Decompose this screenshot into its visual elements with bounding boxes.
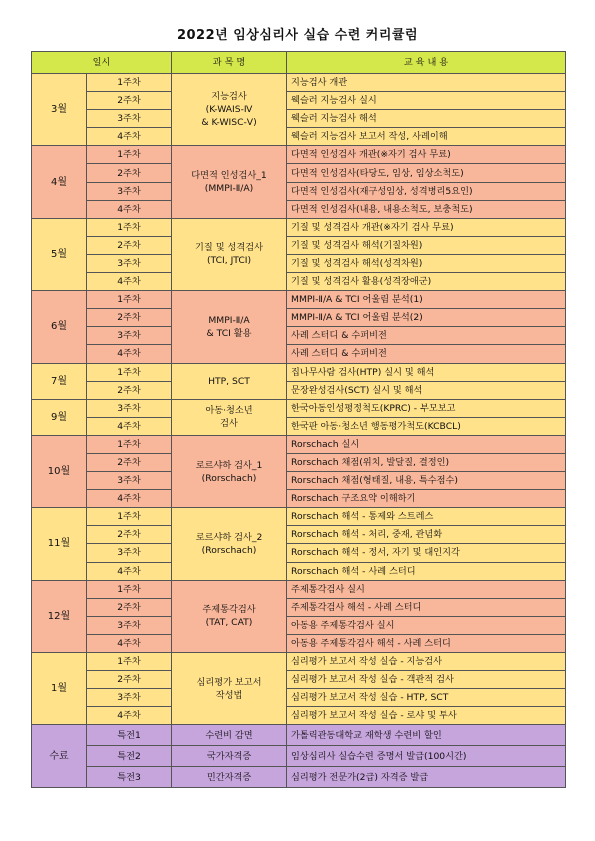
table-row [32, 526, 566, 544]
content-cell: Rorschach 실시 [287, 435, 566, 453]
week-cell: 1주차 [87, 653, 172, 671]
header-subject: 과 목 명 [172, 52, 287, 74]
content-cell: 심리평가 전문가(2급) 자격증 발급 [287, 767, 566, 788]
week-cell: 2주차 [87, 671, 172, 689]
table-row [32, 200, 566, 218]
header-content: 교 육 내 용 [287, 52, 566, 74]
subject-line: 주제통각검사 [202, 604, 256, 616]
benefit-cell: 특전2 [87, 746, 172, 767]
subject-cell [172, 508, 287, 580]
week-cell: 2주차 [87, 526, 172, 544]
benefit-cell: 특전1 [87, 725, 172, 746]
content-cell: 기질 및 성격검사 해석(기질차원) [287, 236, 566, 254]
month-cell: 3월 [32, 74, 87, 146]
subject-line: (MMPI-Ⅱ/A) [204, 183, 254, 195]
week-cell: 4주차 [87, 634, 172, 652]
week-cell: 4주차 [87, 417, 172, 435]
content-cell: 문장완성검사(SCT) 실시 및 해석 [287, 381, 566, 399]
week-cell: 3주차 [87, 327, 172, 345]
subject-cell [172, 363, 287, 399]
week-cell: 4주차 [87, 490, 172, 508]
table-row [32, 92, 566, 110]
subject-line: 지능검사 [211, 91, 247, 103]
month-cell: 4월 [32, 146, 87, 218]
table-row [32, 345, 566, 363]
content-cell: 지능검사 개관 [287, 74, 566, 92]
table-row [32, 490, 566, 508]
week-cell: 3주차 [87, 182, 172, 200]
week-cell: 1주차 [87, 435, 172, 453]
table-row [32, 309, 566, 327]
subject-cell [172, 580, 287, 652]
content-cell: 기질 및 성격검사 개관(※자기 검사 무료) [287, 218, 566, 236]
subject-cell: 국가자격증 [172, 746, 287, 767]
table-row [32, 653, 566, 671]
table-row [32, 218, 566, 236]
table-row [32, 725, 566, 746]
page-title: 2022년 임상심리사 실습 수련 커리큘럼 [176, 28, 419, 43]
content-cell: Rorschach 해석 - 처리, 중재, 관념화 [287, 526, 566, 544]
content-cell: MMPI-Ⅱ/A & TCI 어울림 분석(2) [287, 309, 566, 327]
curriculum-table [31, 51, 566, 788]
table-row [32, 146, 566, 164]
content-cell: Rorschach 채점(형태질, 내용, 특수점수) [287, 472, 566, 490]
table-row [32, 273, 566, 291]
week-cell: 3주차 [87, 616, 172, 634]
month-cell: 11월 [32, 508, 87, 580]
table-row [32, 598, 566, 616]
table-row [32, 128, 566, 146]
week-cell: 4주차 [87, 128, 172, 146]
content-cell: 다면적 인성검사(재구성임상, 성격병리5요인) [287, 182, 566, 200]
table-row [32, 164, 566, 182]
subject-cell: 수련비 감면 [172, 725, 287, 746]
content-cell: 주제통각검사 실시 [287, 580, 566, 598]
subject-cell: 민간자격증 [172, 767, 287, 788]
week-cell: 4주차 [87, 273, 172, 291]
content-cell: 임상심리사 실습수련 증명서 발급(100시간) [287, 746, 566, 767]
month-cell: 5월 [32, 218, 87, 290]
table-row [32, 453, 566, 471]
table-row [32, 544, 566, 562]
content-cell: 심리평가 보고서 작성 실습 - 지능검사 [287, 653, 566, 671]
table-row [32, 236, 566, 254]
content-cell: 한국아동인성평정척도(KPRC) - 부모보고 [287, 399, 566, 417]
table-header-row [32, 52, 566, 74]
content-cell: 다면적 인성검사(타당도, 임상, 임상소척도) [287, 164, 566, 182]
table-row [32, 291, 566, 309]
benefit-cell: 특전3 [87, 767, 172, 788]
month-cell: 7월 [32, 363, 87, 399]
subject-line: & K-WISC-Ⅴ) [201, 117, 257, 129]
content-cell: Rorschach 해석 - 정서, 자기 및 대인지각 [287, 544, 566, 562]
content-cell: Rorschach 해석 - 통제와 스트레스 [287, 508, 566, 526]
subject-line: 심리평가 보고서 [196, 676, 262, 688]
table-row [32, 399, 566, 417]
content-cell: 기질 및 성격검사 해석(성격차원) [287, 254, 566, 272]
subject-line: 작성법 [215, 689, 243, 701]
week-cell: 1주차 [87, 291, 172, 309]
subject-cell [172, 218, 287, 290]
month-cell: 1월 [32, 653, 87, 725]
subject-line: 아동·청소년 [205, 405, 253, 417]
week-cell: 3주차 [87, 544, 172, 562]
content-cell: 심리평가 보고서 작성 실습 - HTP, SCT [287, 689, 566, 707]
subject-line: MMPI-Ⅱ/A [208, 314, 250, 326]
table-row [32, 746, 566, 767]
table-row [32, 580, 566, 598]
content-cell: 기질 및 성격검사 활용(성격장애군) [287, 273, 566, 291]
content-cell: Rorschach 해석 - 사례 스터디 [287, 562, 566, 580]
subject-line: 검사 [220, 418, 238, 430]
table-row [32, 254, 566, 272]
week-cell: 1주차 [87, 508, 172, 526]
subject-line: HTP, SCT [208, 375, 250, 387]
content-cell: 웩슬러 지능검사 실시 [287, 92, 566, 110]
content-cell: 심리평가 보고서 작성 실습 - 로샤 및 투사 [287, 707, 566, 725]
week-cell: 3주차 [87, 399, 172, 417]
content-cell: 웩슬러 지능검사 해석 [287, 110, 566, 128]
subject-line: (Rorschach) [201, 472, 257, 484]
table-row [32, 616, 566, 634]
week-cell: 4주차 [87, 200, 172, 218]
week-cell: 3주차 [87, 689, 172, 707]
subject-line: (K-WAIS-Ⅳ [205, 104, 253, 116]
week-cell: 1주차 [87, 580, 172, 598]
subject-cell [172, 74, 287, 146]
content-cell: Rorschach 채점(위치, 발달질, 결정인) [287, 453, 566, 471]
subject-line: 다면적 인성검사_1 [191, 170, 267, 182]
week-cell: 2주차 [87, 381, 172, 399]
content-cell: 주제통각검사 해석 - 사례 스터디 [287, 598, 566, 616]
week-cell: 3주차 [87, 254, 172, 272]
week-cell: 4주차 [87, 345, 172, 363]
header-date: 일시 [32, 52, 172, 74]
subject-line: 로르샤하 검사_2 [195, 531, 263, 543]
table-row [32, 327, 566, 345]
week-cell: 2주차 [87, 92, 172, 110]
subject-cell [172, 399, 287, 435]
month-cell: 수료 [32, 725, 87, 788]
week-cell: 4주차 [87, 562, 172, 580]
content-cell: 심리평가 보고서 작성 실습 - 객관적 검사 [287, 671, 566, 689]
month-cell: 10월 [32, 435, 87, 507]
table-row [32, 110, 566, 128]
week-cell: 2주차 [87, 598, 172, 616]
week-cell: 2주차 [87, 453, 172, 471]
table-row [32, 435, 566, 453]
table-row [32, 381, 566, 399]
content-cell: 아동용 주제통각검사 해석 - 사례 스터디 [287, 634, 566, 652]
content-cell: 가톨릭관동대학교 재학생 수련비 할인 [287, 725, 566, 746]
table-row [32, 508, 566, 526]
week-cell: 1주차 [87, 363, 172, 381]
table-row [32, 689, 566, 707]
subject-cell [172, 653, 287, 725]
week-cell: 2주차 [87, 236, 172, 254]
content-cell: 다면적 인성검사 개관(※자기 검사 무료) [287, 146, 566, 164]
content-cell: 다면적 인성검사(내용, 내용소척도, 보충척도) [287, 200, 566, 218]
week-cell: 4주차 [87, 707, 172, 725]
table-row [32, 472, 566, 490]
table-row [32, 182, 566, 200]
content-cell: 사례 스터디 & 수퍼비전 [287, 327, 566, 345]
content-cell: MMPI-Ⅱ/A & TCI 어울림 분석(1) [287, 291, 566, 309]
table-row [32, 707, 566, 725]
subject-cell [172, 291, 287, 363]
content-cell: 집나무사람 검사(HTP) 실시 및 해석 [287, 363, 566, 381]
content-cell: 아동용 주제통각검사 실시 [287, 616, 566, 634]
subject-cell [172, 146, 287, 218]
week-cell: 2주차 [87, 309, 172, 327]
table-row [32, 363, 566, 381]
subject-line: (TAT, CAT) [205, 617, 253, 629]
table-row [32, 417, 566, 435]
subject-line: & TCI 활용 [206, 327, 252, 339]
week-cell: 1주차 [87, 146, 172, 164]
table-row [32, 634, 566, 652]
subject-line: 로르샤하 검사_1 [195, 459, 263, 471]
subject-line: (TCI, JTCI) [206, 255, 252, 267]
content-cell: 사례 스터디 & 수퍼비전 [287, 345, 566, 363]
table-row [32, 767, 566, 788]
subject-line: 기질 및 성격검사 [195, 242, 263, 254]
content-cell: 웩슬러 지능검사 보고서 작성, 사례이해 [287, 128, 566, 146]
table-row [32, 671, 566, 689]
week-cell: 3주차 [87, 110, 172, 128]
week-cell: 1주차 [87, 74, 172, 92]
month-cell: 6월 [32, 291, 87, 363]
month-cell: 9월 [32, 399, 87, 435]
week-cell: 1주차 [87, 218, 172, 236]
week-cell: 3주차 [87, 472, 172, 490]
content-cell: 한국판 아동·청소년 행동평가척도(KCBCL) [287, 417, 566, 435]
subject-cell [172, 435, 287, 507]
month-cell: 12월 [32, 580, 87, 652]
content-cell: Rorschach 구조요약 이해하기 [287, 490, 566, 508]
table-row [32, 74, 566, 92]
table-row [32, 562, 566, 580]
week-cell: 2주차 [87, 164, 172, 182]
subject-line: (Rorschach) [201, 544, 257, 556]
